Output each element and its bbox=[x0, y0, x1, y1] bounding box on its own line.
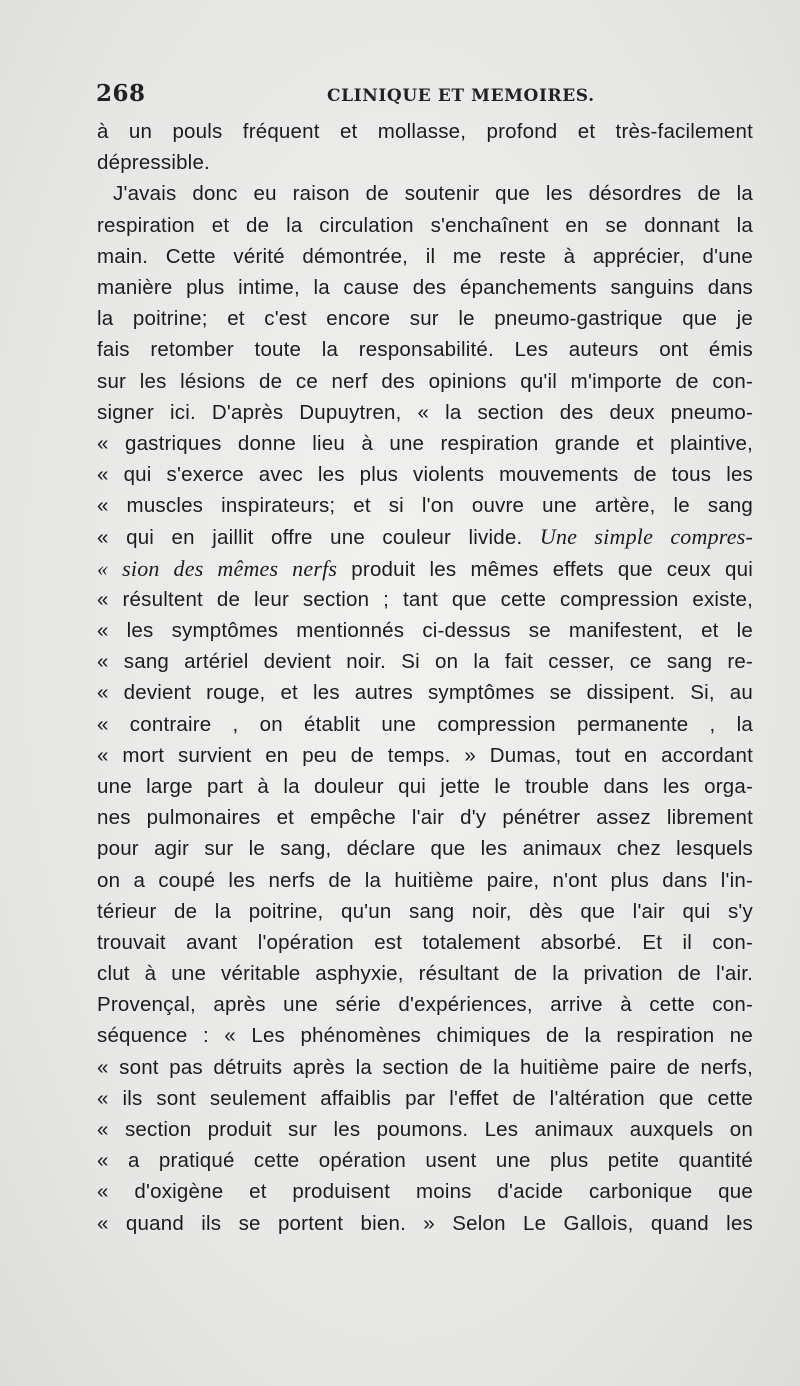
italic-span: Une simple compres- bbox=[539, 524, 753, 550]
text-line: « d'oxigène et produisent moins d'acide carbonique que bbox=[97, 1180, 753, 1204]
text-line: pour agir sur le sang, déclare que les animaux chez lesquels bbox=[97, 837, 753, 861]
text-line: séquence : « Les phénomènes chimiques de la respiration ne bbox=[97, 1024, 753, 1048]
text-line: manière plus intime, la cause des épanchements sanguins dans bbox=[97, 275, 753, 299]
text-line: « sont pas détruits après la section de la huitième paire de nerfs, bbox=[97, 1055, 753, 1079]
text-span: « qui en jaillit offre une couleur livide. bbox=[97, 526, 523, 550]
text-line: « mort survient en peu de temps. » Dumas, tout en accordant bbox=[97, 743, 753, 767]
page-header bbox=[0, 80, 800, 114]
text-line: trouvait avant l'opération est totalement absorbé. Et il con- bbox=[97, 930, 753, 954]
text-line: respiration et de la circulation s'enchaînent en se donnant la bbox=[97, 213, 753, 237]
text-line: « muscles inspirateurs; et si l'on ouvre une artère, le sang bbox=[97, 494, 753, 518]
text-line: « devient rouge, et les autres symptômes se dissipent. Si, au bbox=[97, 681, 753, 705]
text-line: « quand ils se portent bien. » Selon Le Gallois, quand les bbox=[97, 1211, 753, 1235]
text-line: « les symptômes mentionnés ci-dessus se manifestent, et le bbox=[97, 619, 753, 642]
text-line: une large part à la douleur qui jette le trouble dans les orga- bbox=[97, 774, 753, 798]
text-line: sur les lésions de ce nerf des opinions qu'il m'importe de con- bbox=[97, 369, 753, 393]
text-line: « gastriques donne lieu à une respiration grande et plaintive, bbox=[97, 431, 753, 455]
text-line: « ils sont seulement affaiblis par l'effet de l'altération que cette bbox=[97, 1086, 753, 1110]
text-line: à un pouls fréquent et mollasse, profond et très-facilement bbox=[97, 120, 753, 143]
text-line: fais retomber toute la responsabilité. Les auteurs ont émis bbox=[97, 338, 753, 362]
text-line: clut à une véritable asphyxie, résultant de la privation de l'air. bbox=[97, 962, 753, 986]
running-title: CLINIQUE ET MEMOIRES. bbox=[327, 86, 595, 106]
text-line: « a pratiqué cette opération usent une plus petite quantité bbox=[97, 1149, 753, 1173]
text-line: « section produit sur les poumons. Les animaux auxquels on bbox=[97, 1118, 753, 1141]
text-line: la poitrine; et c'est encore sur le pneumo-gastrique que je bbox=[97, 307, 753, 331]
text-line: nes pulmonaires et empêche l'air d'y pénétrer assez librement bbox=[97, 806, 753, 830]
text-line-mixed bbox=[97, 521, 753, 552]
text-line: on a coupé les nerfs de la huitième paire, n'ont plus dans l'in- bbox=[97, 868, 753, 892]
text-line: dépressible. bbox=[97, 151, 210, 175]
text-line: « résultent de leur section ; tant que cette compression existe, bbox=[97, 587, 753, 611]
text-span: produit les mêmes effets que ceux qui bbox=[337, 557, 753, 581]
text-line: « sang artériel devient noir. Si on la fait cesser, ce sang re- bbox=[97, 650, 753, 674]
text-line: Provençal, après une série d'expériences, arrive à cette con- bbox=[97, 993, 753, 1017]
text-line: main. Cette vérité démontrée, il me reste à apprécier, d'une bbox=[97, 244, 753, 268]
page-number: 268 bbox=[96, 80, 146, 107]
italic-span: « sion des mêmes nerfs bbox=[97, 555, 338, 581]
body-text bbox=[97, 116, 753, 1239]
text-line: « contraire , on établit une compression permanente , la bbox=[97, 712, 753, 736]
text-line: térieur de la poitrine, qu'un sang noir, dès que l'air qui s'y bbox=[97, 899, 753, 923]
text-line: signer ici. D'après Dupuytren, « la section des deux pneumo- bbox=[97, 400, 753, 424]
text-line: J'avais donc eu raison de soutenir que les désordres de la bbox=[113, 182, 753, 206]
text-line: « qui s'exerce avec les plus violents mouvements de tous les bbox=[97, 463, 753, 487]
text-line-mixed bbox=[97, 553, 753, 584]
